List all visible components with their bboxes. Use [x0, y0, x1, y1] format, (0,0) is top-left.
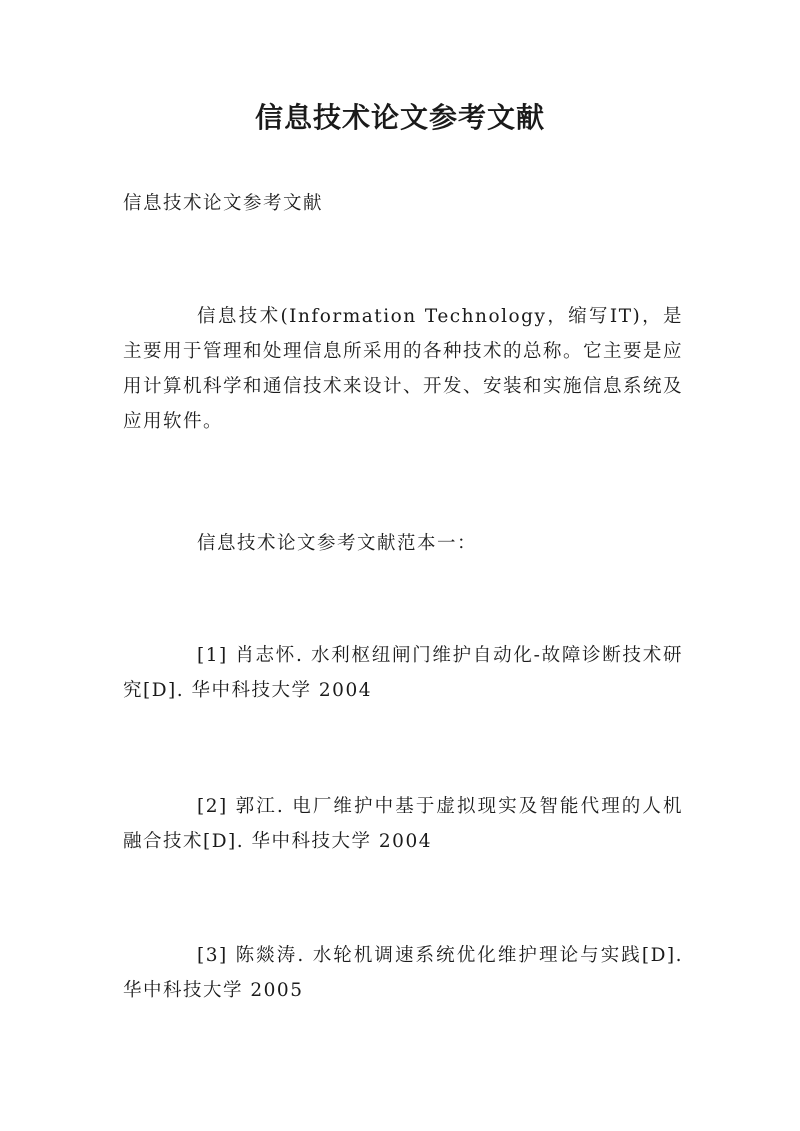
intro-paragraph: 信息技术(Information Technology，缩写IT)，是主要用于管理和处理信息所采用的各种技术的总称。它主要是应用计算机科学和通信技术来设计、开发、安装和实施信息系统及应用软件。 — [123, 306, 684, 432]
document-subtitle: 信息技术论文参考文献 — [123, 193, 324, 214]
reference-item: [1] 肖志怀. 水利枢纽闸门维护自动化-故障诊断技术研究[D]. 华中科技大学 2004 — [123, 645, 683, 701]
sample-heading: 信息技术论文参考文献范本一： — [197, 533, 478, 554]
reference-item: [2] 郭江. 电厂维护中基于虚拟现实及智能代理的人机融合技术[D]. 华中科技大学 2004 — [123, 796, 683, 852]
document-title: 信息技术论文参考文献 — [254, 101, 545, 134]
reference-item: [3] 陈燚涛. 水轮机调速系统优化维护理论与实践[D]. 华中科技大学 2005 — [123, 945, 683, 1001]
